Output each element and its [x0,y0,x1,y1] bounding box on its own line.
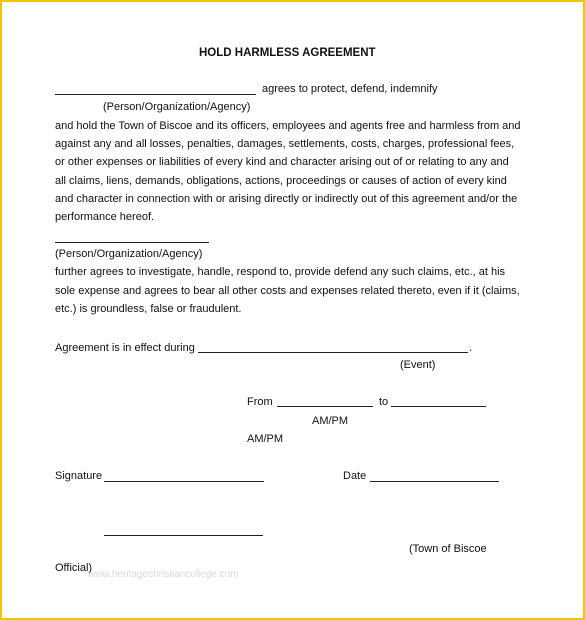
from-ampm: AM/PM [312,415,349,427]
paragraph2-line: further agrees to investigate, handle, respond to, provide defend any such claims, etc., at his [55,266,506,278]
to-blank-line [391,406,486,407]
official-signature-line [104,535,263,536]
party1-blank-line [55,94,256,95]
date-blank-line [370,481,499,482]
to-ampm: AM/PM [247,433,284,445]
paragraph2-line: etc.) is groundless, false or fraudulent. [55,303,242,315]
event-blank-line [198,352,468,353]
paragraph1-line: against any and all losses, penalties, damages, settlements, costs, charges, professional fees, [55,138,515,150]
effect-period: . [469,342,473,354]
paragraph1-line: and character in connection with or arising directly or indirectly out of this agreement and/or the [55,193,518,205]
paragraph1-line: all claims, liens, demands, obligations, actions, proceedings or causes of action of every kind [55,175,507,187]
official-caption: (Town of Biscoe [409,543,487,555]
paragraph1-line: performance hereof. [55,211,155,223]
party2-caption: (Person/Organization/Agency) [55,248,203,260]
paragraph1-line: and hold the Town of Biscoe and its officers, employees and agents free and harmless from and [55,120,521,132]
from-label: From [247,396,273,408]
document-title: HOLD HARMLESS AGREEMENT [199,47,376,59]
party1-caption: (Person/Organization/Agency) [103,101,251,113]
event-caption: (Event) [400,359,436,371]
paragraph2-line: sole expense and agrees to bear all other costs and expenses related thereto, even if it (claims, [55,285,520,297]
to-label: to [379,396,389,408]
from-blank-line [277,406,373,407]
party2-blank-line [55,242,209,243]
agrees-text: agrees to protect, defend, indemnify [262,83,438,95]
effect-label: Agreement is in effect during [55,342,195,354]
watermark: www.heritagechristiancollege.com [88,569,239,580]
signature-label: Signature [55,470,103,482]
paragraph1-line: or other expenses or liabilities of every kind and character arising out of or relating to any and [55,156,509,168]
signature-blank-line [104,481,264,482]
official-caption-continued: Official) [55,562,93,574]
date-label: Date [343,470,367,482]
